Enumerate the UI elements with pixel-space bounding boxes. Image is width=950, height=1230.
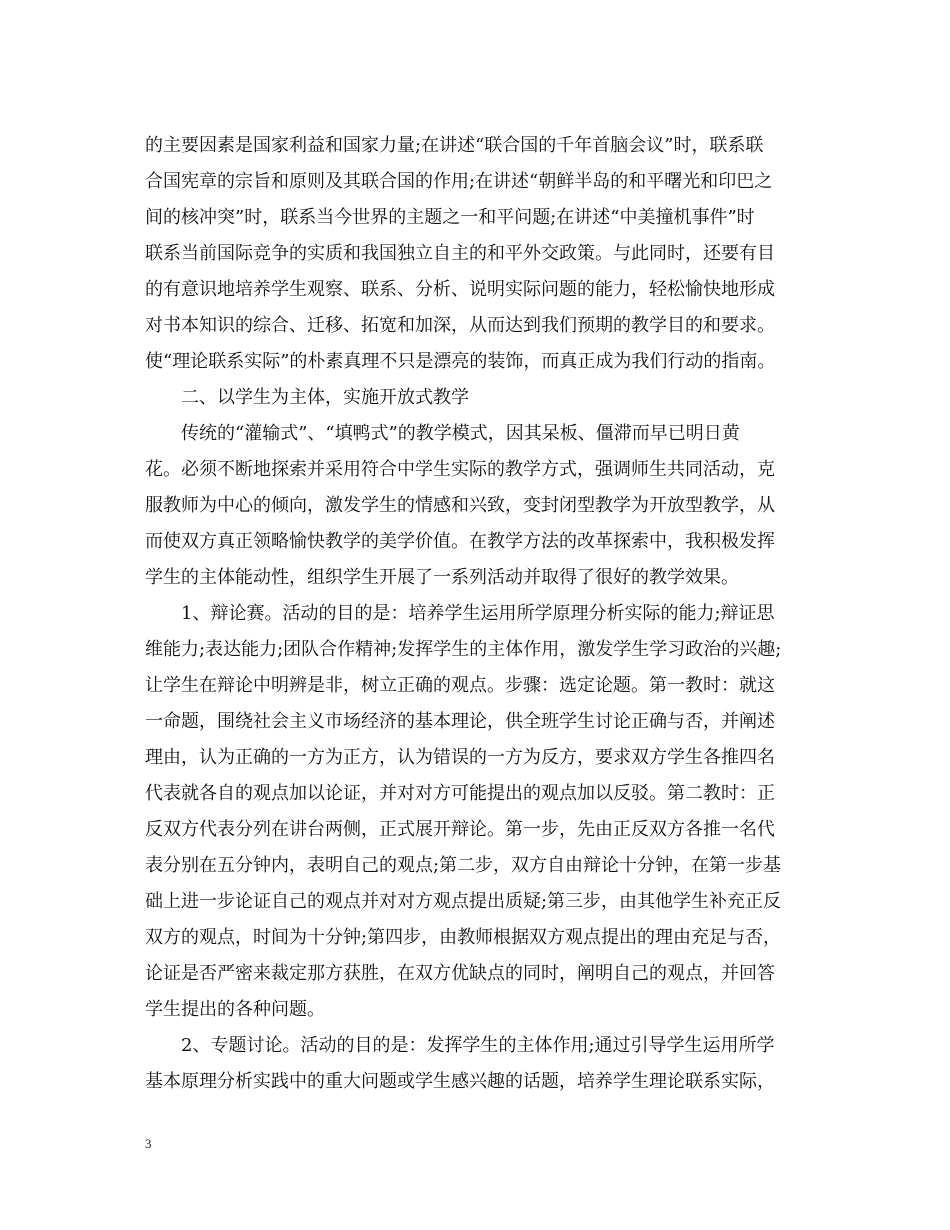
text-line: 让学生在辩论中明辨是非，树立正确的观点。步骤：选定论题。第一教时：就这 — [145, 675, 775, 696]
text-line: 理由，认为正确的一方为正方，认为错误的一方为反方，要求双方学生各推四名 — [145, 747, 775, 768]
text-line: 表分别在五分钟内，表明自己的观点;第二步，双方自由辩论十分钟，在第一步基 — [145, 855, 782, 876]
text-line: 花。必须不断地探索并采用符合中学生实际的教学方式，强调师生共同活动，克 — [145, 459, 775, 480]
text-line: 联系当前国际竞争的实质和我国独立自主的和平外交政策。与此同时，还要有目 — [145, 243, 775, 264]
text-line: 的有意识地培养学生观察、联系、分析、说明实际问题的能力，轻松愉快地形成 — [145, 279, 775, 300]
text-line: 学生提出的各种问题。 — [145, 999, 325, 1020]
text-line: 传统的“灌输式”、“填鸭式”的教学模式，因其呆板、僵滞而早已明日黄 — [145, 423, 740, 444]
text-line: 一命题，围绕社会主义市场经济的基本理论，供全班学生讨论正确与否，并阐述 — [145, 711, 775, 732]
text-line: 基本原理分析实践中的重大问题或学生感兴趣的话题，培养学生理论联系实际， — [145, 1071, 775, 1092]
text-line: 1、辩论赛。活动的目的是：培养学生运用所学原理分析实际的能力;辩证思 — [145, 603, 775, 624]
text-line: 学生的主体能动性，组织学生开展了一系列活动并取得了很好的教学效果。 — [145, 567, 739, 588]
text-line: 维能力;表达能力;团队合作精神;发挥学生的主体作用，激发学生学习政治的兴趣; — [145, 639, 782, 660]
text-line: 对书本知识的综合、迁移、拓宽和加深，从而达到我们预期的教学目的和要求。 — [145, 315, 775, 336]
text-line: 双方的观点，时间为十分钟;第四步，由教师根据双方观点提出的理由充足与否， — [145, 927, 782, 948]
text-line: 代表就各自的观点加以论证，并对对方可能提出的观点加以反驳。第二教时：正 — [145, 783, 775, 804]
page-number: 3 — [145, 1136, 152, 1151]
body-text — [145, 128, 815, 1100]
text-line: 而使双方真正领略愉快教学的美学价值。在教学方法的改革探索中，我积极发挥 — [145, 531, 775, 552]
text-line: 础上进一步论证自己的观点并对对方观点提出质疑;第三步，由其他学生补充正反 — [145, 891, 782, 912]
text-line: 使“理论联系实际”的朴素真理不只是漂亮的装饰，而真正成为我们行动的指南。 — [145, 351, 776, 372]
text-line: 2、专题讨论。活动的目的是：发挥学生的主体作用;通过引导学生运用所学 — [145, 1035, 775, 1056]
text-line: 服教师为中心的倾向，激发学生的情感和兴致，变封闭型教学为开放型教学，从 — [145, 495, 775, 516]
text-line: 反双方代表分列在讲台两侧，正式展开辩论。第一步，先由正反双方各推一名代 — [145, 819, 775, 840]
text-line: 间的核冲突”时，联系当今世界的主题之一和平问题;在讲述“中美撞机事件”时 — [145, 207, 755, 228]
text-line: 的主要因素是国家利益和国家力量;在讲述“联合国的千年首脑会议”时，联系联 — [145, 135, 764, 156]
text-line: 合国宪章的宗旨和原则及其联合国的作用;在讲述“朝鲜半岛的和平曙光和印巴之 — [145, 171, 773, 192]
text-line: 论证是否严密来裁定那方获胜，在双方优缺点的同时，阐明自己的观点，并回答 — [145, 963, 775, 984]
section-heading: 二、以学生为主体，实施开放式教学 — [145, 387, 469, 408]
